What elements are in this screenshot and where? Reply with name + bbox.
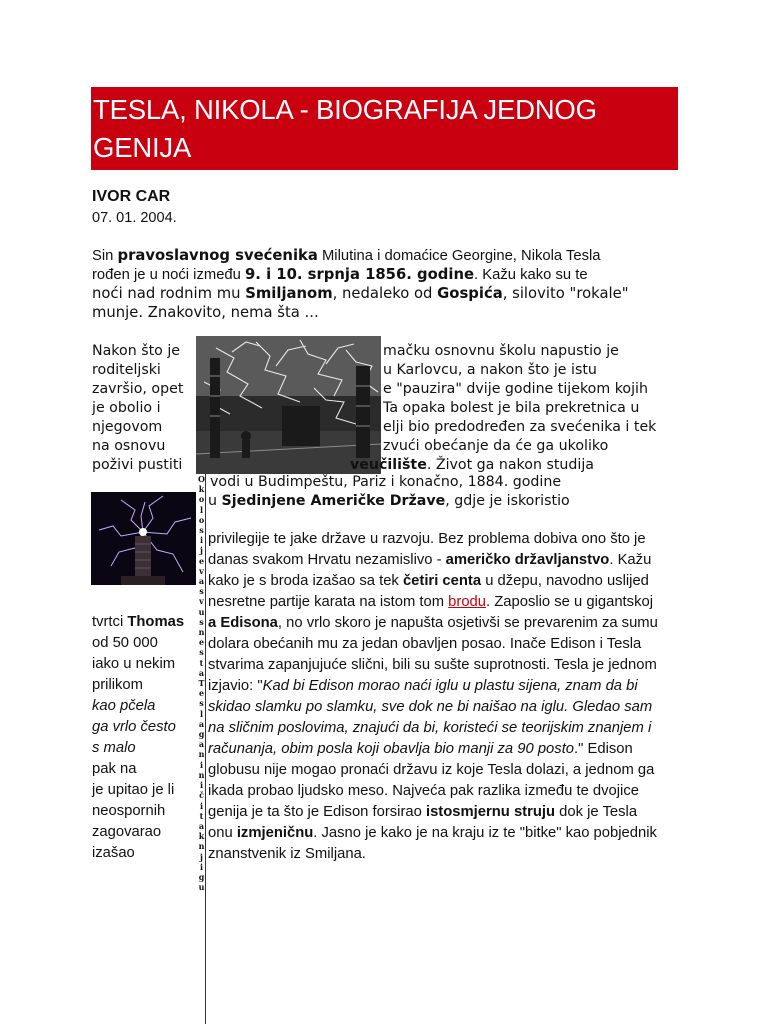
bold-text: 9. i 10. srpnja 1856. godine bbox=[245, 266, 475, 283]
text: noći nad rodnim mu bbox=[92, 285, 246, 302]
text-left: s malo bbox=[92, 740, 136, 756]
text-right: zvući obećanje da će ga ukoliko bbox=[383, 438, 609, 454]
text: , gdje je iskoristio bbox=[445, 493, 570, 509]
caption-char: O bbox=[198, 474, 205, 484]
text: Milutina i domaćice Georgine, Nikola Tesla bbox=[317, 248, 601, 264]
text: , no vrlo skoro je napušta osjetivši se prevarenim za sumu bbox=[277, 615, 658, 631]
caption-char: v bbox=[199, 596, 204, 607]
caption-char: a bbox=[198, 820, 205, 831]
text-right bbox=[208, 615, 658, 631]
caption-char: o bbox=[198, 514, 205, 525]
caption-char: T bbox=[198, 678, 205, 689]
caption-char: o bbox=[198, 494, 205, 505]
caption-char: u bbox=[198, 882, 205, 893]
caption-char: i bbox=[199, 535, 204, 546]
caption-char: n bbox=[198, 769, 205, 780]
text: u bbox=[208, 493, 222, 509]
caption-char: s bbox=[199, 586, 204, 597]
text: , silovito "rokale" bbox=[502, 285, 629, 302]
text: . Jasno je kako je na kraju iz te "bitke" kao pobjednik bbox=[313, 825, 657, 841]
text-right bbox=[208, 552, 651, 568]
text-right: Ta opaka bolest je bila prekretnica u bbox=[383, 400, 640, 416]
text-right bbox=[208, 804, 637, 820]
text-left: završio, opet bbox=[92, 381, 184, 397]
text-right bbox=[208, 594, 653, 610]
italic-text: Kad bi Edison morao naći iglu u plastu sijena, znam da bi bbox=[262, 678, 638, 694]
caption-char: a bbox=[198, 576, 205, 587]
caption-char: a bbox=[198, 718, 205, 729]
caption-char: e bbox=[198, 637, 205, 648]
publish-date: 07. 01. 2004. bbox=[92, 210, 177, 226]
text-right: e "pauzira" dvije godine tijekom kojih bbox=[383, 381, 648, 397]
caption-char: e bbox=[198, 555, 205, 566]
page-title: TESLA, NIKOLA - BIOGRAFIJA JEDNOG GENIJA bbox=[93, 94, 597, 163]
caption-char: s bbox=[199, 698, 204, 709]
text-left: neospornih bbox=[92, 803, 166, 819]
text-left: ga vrlo često bbox=[92, 719, 176, 735]
caption-char: j bbox=[200, 851, 203, 862]
italic-text: računanja, obim posla koji obavlja bio manji za 90 posto bbox=[208, 741, 575, 757]
text-left: kao pčela bbox=[92, 698, 156, 714]
caption-char: n bbox=[198, 627, 205, 638]
text-right: dolara obećanih mu za jedan obavljen posao. Inače Edison i Tesla bbox=[208, 636, 642, 652]
bold-text: veučilište bbox=[350, 457, 427, 473]
text: onu bbox=[208, 825, 237, 841]
text-right: globusu nije mogao pronaći državu iz koje Tesla dolazi, a jednom ga bbox=[208, 762, 655, 778]
bold-text: američko državljanstvo bbox=[445, 552, 610, 568]
bold-text: pravoslavnog svećenika bbox=[117, 247, 318, 264]
text-right bbox=[208, 573, 649, 589]
text-left: zagovarao bbox=[92, 824, 162, 840]
tesla-coil-photo bbox=[91, 492, 196, 585]
text-left: od 50 000 bbox=[92, 635, 158, 651]
text-left: Nakon što je bbox=[92, 343, 181, 359]
text-left: na osnovu bbox=[92, 438, 166, 454]
text-right bbox=[208, 741, 633, 757]
bold-text: izmjeničnu bbox=[236, 825, 314, 841]
caption-char: s bbox=[199, 647, 204, 658]
text-left: pak na bbox=[92, 761, 137, 777]
text-right bbox=[208, 825, 657, 841]
text: rođen je u noći između bbox=[92, 267, 245, 283]
text-right bbox=[208, 493, 570, 509]
text-left bbox=[92, 614, 184, 630]
caption-char: v bbox=[199, 565, 204, 576]
text: . Kažu kako su te bbox=[474, 267, 588, 283]
intro-line bbox=[92, 285, 629, 303]
caption-char: n bbox=[198, 841, 205, 852]
text-right: u Karlovcu, a nakon što je istu bbox=[383, 362, 597, 378]
caption-char: t bbox=[199, 657, 204, 668]
caption-char: j bbox=[200, 545, 203, 556]
text: tvrtci bbox=[92, 614, 128, 630]
tesla-lab-image bbox=[196, 336, 381, 474]
text-right: ikada probao ljudsko meso. Najveća pak razlika između te dvojice bbox=[208, 783, 639, 799]
caption-char: k bbox=[198, 831, 205, 842]
text-left: njegovom bbox=[92, 419, 163, 435]
caption-char: g bbox=[198, 871, 205, 882]
text-right: privilegije te jake države u razvoju. Bez problema dobiva ono što je bbox=[208, 531, 646, 547]
caption-char: u bbox=[198, 606, 205, 617]
text-left: je upitao je li bbox=[92, 782, 175, 798]
intro-line: munje. Znakovito, nema šta ... bbox=[92, 304, 319, 321]
tesla-coil-image bbox=[91, 492, 196, 585]
caption-char: s bbox=[199, 616, 204, 627]
text: genija je ta što je Edison forsirao bbox=[208, 804, 426, 820]
text-left: poživi pustiti bbox=[92, 457, 183, 473]
text: izjavio: " bbox=[208, 678, 263, 694]
text: nesretne partije karata na istom tom bbox=[208, 594, 449, 610]
title-banner bbox=[91, 87, 678, 170]
caption-char: s bbox=[199, 525, 204, 536]
caption-char: k bbox=[198, 484, 205, 495]
bold-text: Thomas bbox=[127, 614, 185, 630]
caption-char: t bbox=[199, 810, 204, 821]
bold-text: a Edisona bbox=[208, 615, 278, 631]
text: kako je s broda izašao sa tek bbox=[208, 573, 403, 589]
author-name: IVOR CAR bbox=[92, 188, 171, 205]
intro-line bbox=[92, 247, 601, 265]
text-right bbox=[208, 678, 638, 694]
bold-text: Sjedinjene Američke Države bbox=[221, 493, 446, 509]
caption-char: g bbox=[198, 729, 205, 740]
text: dok je Tesla bbox=[555, 804, 638, 820]
brodu-link[interactable]: brodu bbox=[448, 594, 487, 610]
intro-line bbox=[92, 266, 588, 284]
text: . Kažu bbox=[609, 552, 652, 568]
caption-char: l bbox=[199, 504, 204, 515]
caption-char: i bbox=[199, 861, 204, 872]
caption-divider bbox=[205, 474, 206, 1024]
tesla-lab-photo bbox=[196, 336, 381, 474]
text-right: elji bio predodređen za svećenika i tek bbox=[383, 419, 657, 435]
bold-text: istosmjernu struju bbox=[425, 804, 556, 820]
text: Sin bbox=[92, 248, 118, 264]
caption-char: i bbox=[199, 780, 204, 791]
text-left: iako u nekim bbox=[92, 656, 176, 672]
text-right: znanstvenik iz Smiljana. bbox=[208, 846, 366, 862]
text-right: skidao slamku po slamku, sve dok ne bi naišao na iglu. Gledao sam bbox=[208, 699, 653, 715]
text: . Zaposlio se u gigantskoj bbox=[486, 594, 653, 610]
text-right: mačku osnovnu školu napustio je bbox=[383, 343, 619, 359]
text: u džepu, navodno uslijed bbox=[481, 573, 649, 589]
caption-char: e bbox=[198, 688, 205, 699]
bold-text: Gospića bbox=[437, 285, 503, 302]
text-right: vodi u Budimpeštu, Pariz i konačno, 1884. godine bbox=[210, 474, 562, 490]
text-left: izašao bbox=[92, 845, 135, 861]
text-left: je obolio i bbox=[92, 400, 161, 416]
text: , nedaleko od bbox=[332, 285, 438, 302]
caption-char: l bbox=[199, 708, 204, 719]
text: . Život ga nakon studija bbox=[426, 457, 594, 473]
bold-text: Smiljanom bbox=[245, 285, 333, 302]
caption-char: i bbox=[199, 759, 204, 770]
text-right: na sličnim poslovima, znajući da bi, koristeći se teorijskim znanjem i bbox=[208, 720, 652, 736]
caption-char: a bbox=[198, 667, 205, 678]
caption-char: i bbox=[199, 800, 204, 811]
caption-char: č bbox=[199, 790, 204, 801]
text: ." Edison bbox=[574, 741, 633, 757]
text-left: prilikom bbox=[92, 677, 143, 693]
bold-text: četiri centa bbox=[402, 573, 482, 589]
text: danas svakom Hrvatu nezamislivo - bbox=[208, 552, 446, 568]
caption-char: n bbox=[198, 749, 205, 760]
text-right bbox=[350, 457, 594, 473]
text-right: stvarima zapanjujuće slični, bili su sušte suprotnosti. Tesla je jednom bbox=[208, 657, 657, 673]
text-left: roditeljski bbox=[92, 362, 161, 378]
caption-char: a bbox=[198, 739, 205, 750]
